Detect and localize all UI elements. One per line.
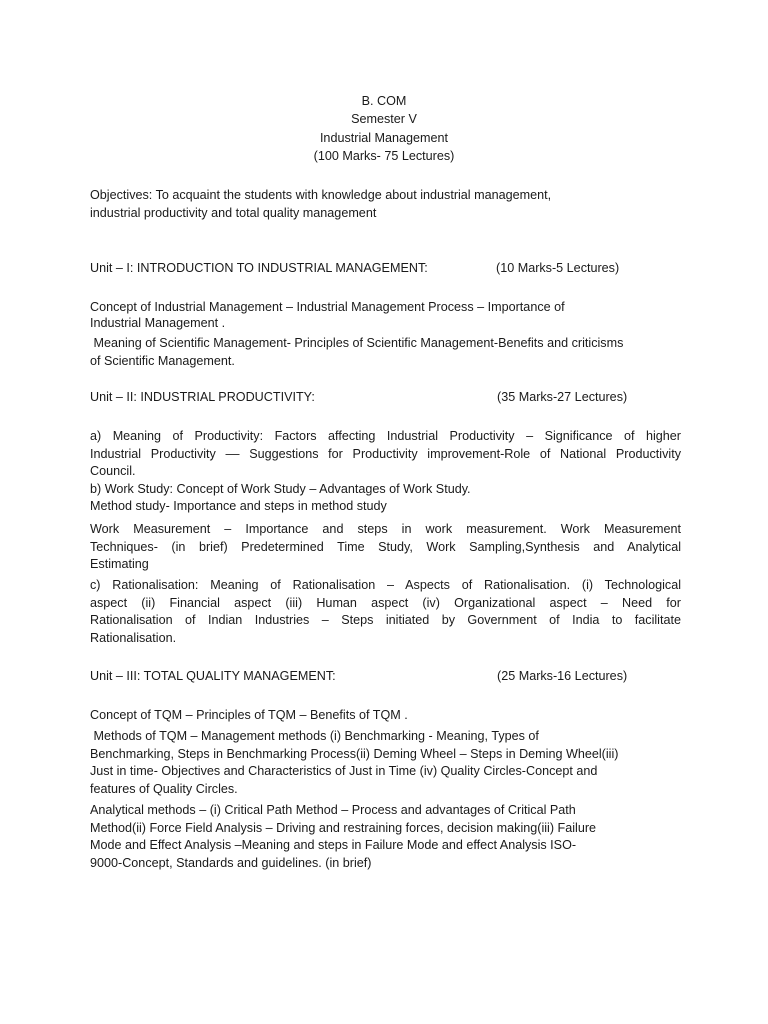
text-line: Just in time- Objectives and Characteristics of Just in Time (iv) Quality Circles-Concept and: [90, 764, 598, 779]
unit-3-paragraph-1: [90, 707, 681, 725]
marks-lectures: (100 Marks- 75 Lectures): [313, 149, 455, 164]
text-line: of Scientific Management.: [90, 353, 235, 368]
text-line: Council.: [90, 464, 136, 479]
unit-1-paragraph-1: [90, 299, 681, 332]
objectives-line: industrial productivity and total quality management: [90, 205, 377, 220]
unit-2-section-c: [90, 577, 681, 647]
text-line: Method(ii) Force Field Analysis – Driving and restraining forces, decision making(iii) Failure: [90, 820, 597, 835]
subject-title: Industrial Management: [319, 130, 449, 145]
text-line: Concept of TQM – Principles of TQM – Benefits of TQM .: [90, 708, 408, 722]
unit-1-title: Unit – I: INTRODUCTION TO INDUSTRIAL MANAGEMENT:: [90, 261, 428, 275]
semester: Semester V: [351, 112, 417, 127]
text-line: Benchmarking, Steps in Benchmarking Process(ii) Deming Wheel – Steps in Deming Wheel(iii): [90, 746, 619, 761]
unit-1-heading: [90, 260, 690, 278]
unit-2-heading: [90, 389, 690, 407]
text-line: Rationalisation.: [90, 630, 177, 645]
unit-1-marks: (10 Marks-5 Lectures): [496, 261, 620, 275]
text-line: features of Quality Circles.: [90, 781, 238, 796]
unit-2-work-measurement: [90, 521, 681, 574]
text-line: a) Meaning of Productivity: Factors affecting Industrial Productivity – Significance of higher: [90, 429, 681, 443]
document-header: [0, 92, 768, 166]
text-line: 9000-Concept, Standards and guidelines. (in brief): [90, 855, 372, 870]
text-line: Industrial Productivity –– Suggestions for Productivity improvement-Role of National Productivity: [90, 446, 681, 461]
text-line: Method study- Importance and steps in method study: [90, 499, 387, 514]
text-line: b) Work Study: Concept of Work Study – Advantages of Work Study.: [90, 481, 471, 496]
text-line: Industrial Management .: [90, 315, 226, 330]
text-line: Concept of Industrial Management – Industrial Management Process – Importance of: [90, 300, 565, 314]
unit-3-methods: [90, 728, 681, 798]
text-line: Methods of TQM – Management methods (i) Benchmarking - Meaning, Types of: [90, 729, 539, 743]
text-line: aspect (ii) Financial aspect (iii) Human aspect (iv) Organizational aspect – Need for: [90, 595, 681, 610]
objectives-paragraph: [90, 187, 681, 222]
course-name: B. COM: [361, 94, 407, 108]
text-line: Work Measurement – Importance and steps in work measurement. Work Measurement: [90, 522, 681, 536]
text-line: Techniques- (in brief) Predetermined Time Study, Work Sampling,Synthesis and Analytical: [90, 539, 681, 554]
unit-2-marks: (35 Marks-27 Lectures): [497, 390, 628, 404]
text-line: Rationalisation of Indian Industries – Steps initiated by Government of India to facilitate: [90, 613, 681, 628]
unit-2-title: Unit – II: INDUSTRIAL PRODUCTIVITY:: [90, 390, 315, 404]
text-line: Analytical methods – (i) Critical Path Method – Process and advantages of Critical Path: [90, 803, 576, 817]
unit-3-marks: (25 Marks-16 Lectures): [497, 669, 628, 683]
text-line: c) Rationalisation: Meaning of Rationalisation – Aspects of Rationalisation. (i) Technological: [90, 578, 681, 592]
text-line: Estimating: [90, 557, 149, 572]
objectives-line: Objectives: To acquaint the students with knowledge about industrial management,: [90, 188, 552, 202]
unit-1-paragraph-2: [90, 335, 681, 370]
unit-3-title: Unit – III: TOTAL QUALITY MANAGEMENT:: [90, 669, 336, 683]
text-line: Mode and Effect Analysis –Meaning and steps in Failure Mode and effect Analysis ISO-: [90, 838, 577, 853]
text-line: Meaning of Scientific Management- Principles of Scientific Management-Benefits and criticisms: [90, 336, 624, 350]
unit-3-heading: [90, 668, 690, 686]
unit-3-analytical-methods: [90, 802, 681, 872]
unit-2-section-a: [90, 428, 681, 516]
